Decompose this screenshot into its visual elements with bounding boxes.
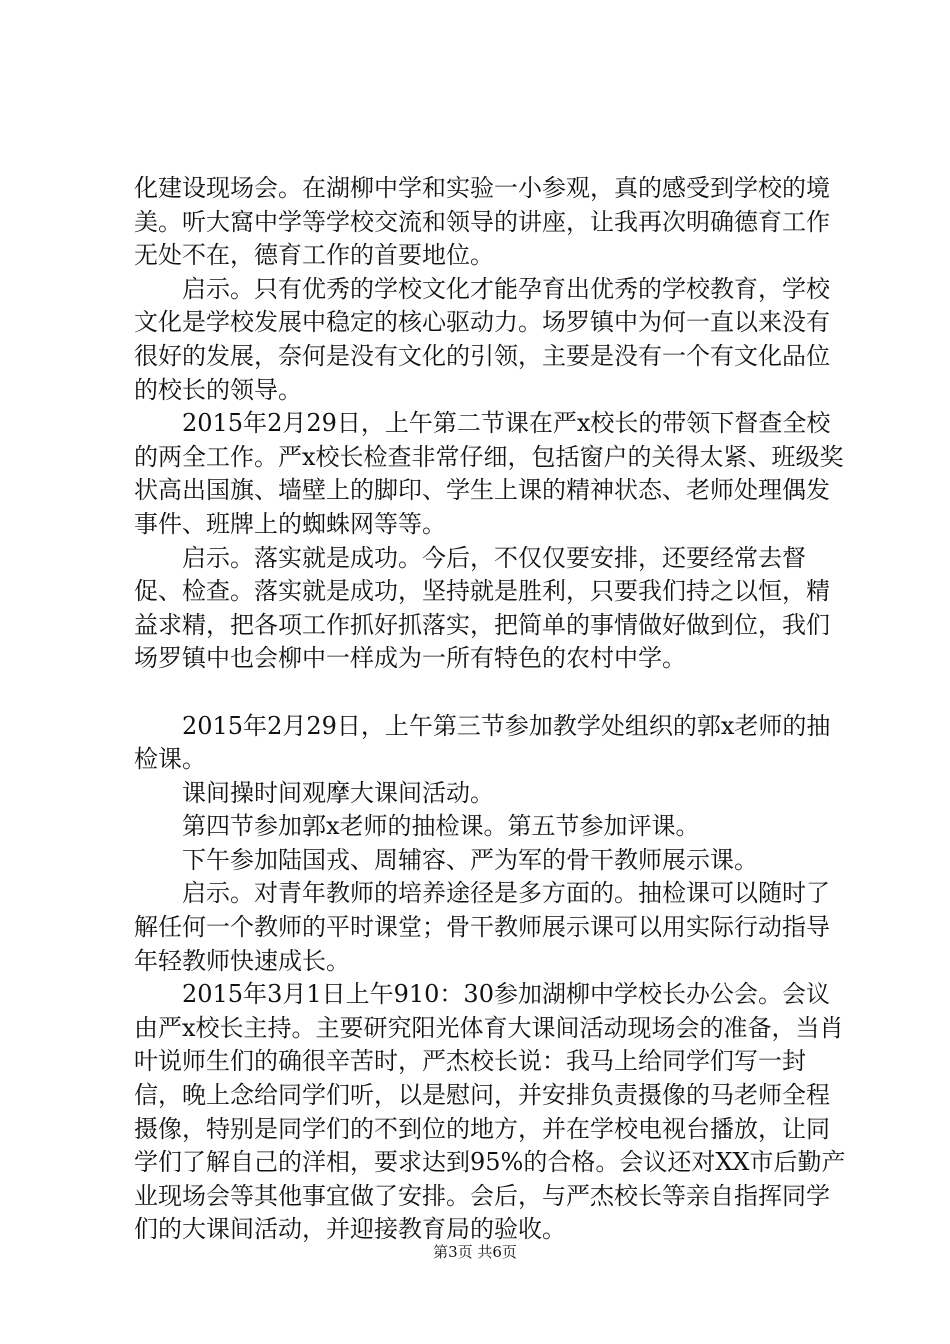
paragraph-3: 2015年2月29日，上午第二节课在严x校长的带领下督查全校的两全工作。严x校长检查非常仔细，包括窗户的关得太紧、班级奖状高出国旗、墙壁上的脚印、学生上课的精神状态、老师处理偶发事件、班牌上的蜘蛛网等等。 [134,409,844,538]
page-footer: 第3页 共6页 [433,1243,517,1261]
paragraph-8: 下午参加陆国戎、周辅容、严为军的骨干教师展示课。 [182,845,758,874]
blank-line [134,676,850,710]
paragraph-1: 化建设现场会。在湖柳中学和实验一小参观，真的感受到学校的境美。听大窩中学等学校交流和领导的讲座，让我再次明确德育工作无处不在，德育工作的首要地位。 [134,174,830,270]
paragraph-4: 启示。落实就是成功。今后，不仅仅要安排，还要经常去督促、检查。落实就是成功，坚持就是胜利，只要我们持之以恒，精益求精，把各项工作抓好抓落实，把简单的事情做好做到位，我们场罗镇中也会柳中一样成为一所有特色的农村中学。 [134,543,830,673]
paragraph-7: 第四节参加郭x老师的抽检课。第五节参加评课。 [182,812,700,841]
paragraph-5: 2015年2月29日，上午第三节参加教学处组织的郭x老师的抽检课。 [134,711,831,774]
document-body [134,172,850,1247]
paragraph-9: 启示。对青年教师的培养途径是多方面的。抽检课可以随时了解任何一个教师的平时课堂；骨干教师展示课可以用实际行动指导年轻教师快速成长。 [134,879,830,975]
paragraph-2: 启示。只有优秀的学校文化才能孕育出优秀的学校教育，学校文化是学校发展中稳定的核心驱动力。场罗镇中为何一直以来没有很好的发展，奈何是没有文化的引领，主要是没有一个有文化品位的校长的领导。 [134,274,830,404]
paragraph-6: 课间操时间观摩大课间活动。 [182,778,494,807]
paragraph-10: 2015年3月1日上午910：30参加湖柳中学校长办公会。会议由严x校长主持。主要研究阳光体育大课间活动现场会的准备，当肖叶说师生们的确很辛苦时，严杰校长说：我马上给同学们写一封信，晚上念给同学们听，以是慰问，并安排负责摄像的马老师全程摄像，特别是同学们的不到位的地方，并在学校电视台播放，让同学们了解自己的洋相，要求达到95%的合格。会议还对XX市后勤产业现场会等其他事宜做了安排。会后，与严杰校长等亲自指挥同学们的大课间活动，并迎接教育局的验收。 [134,980,846,1244]
